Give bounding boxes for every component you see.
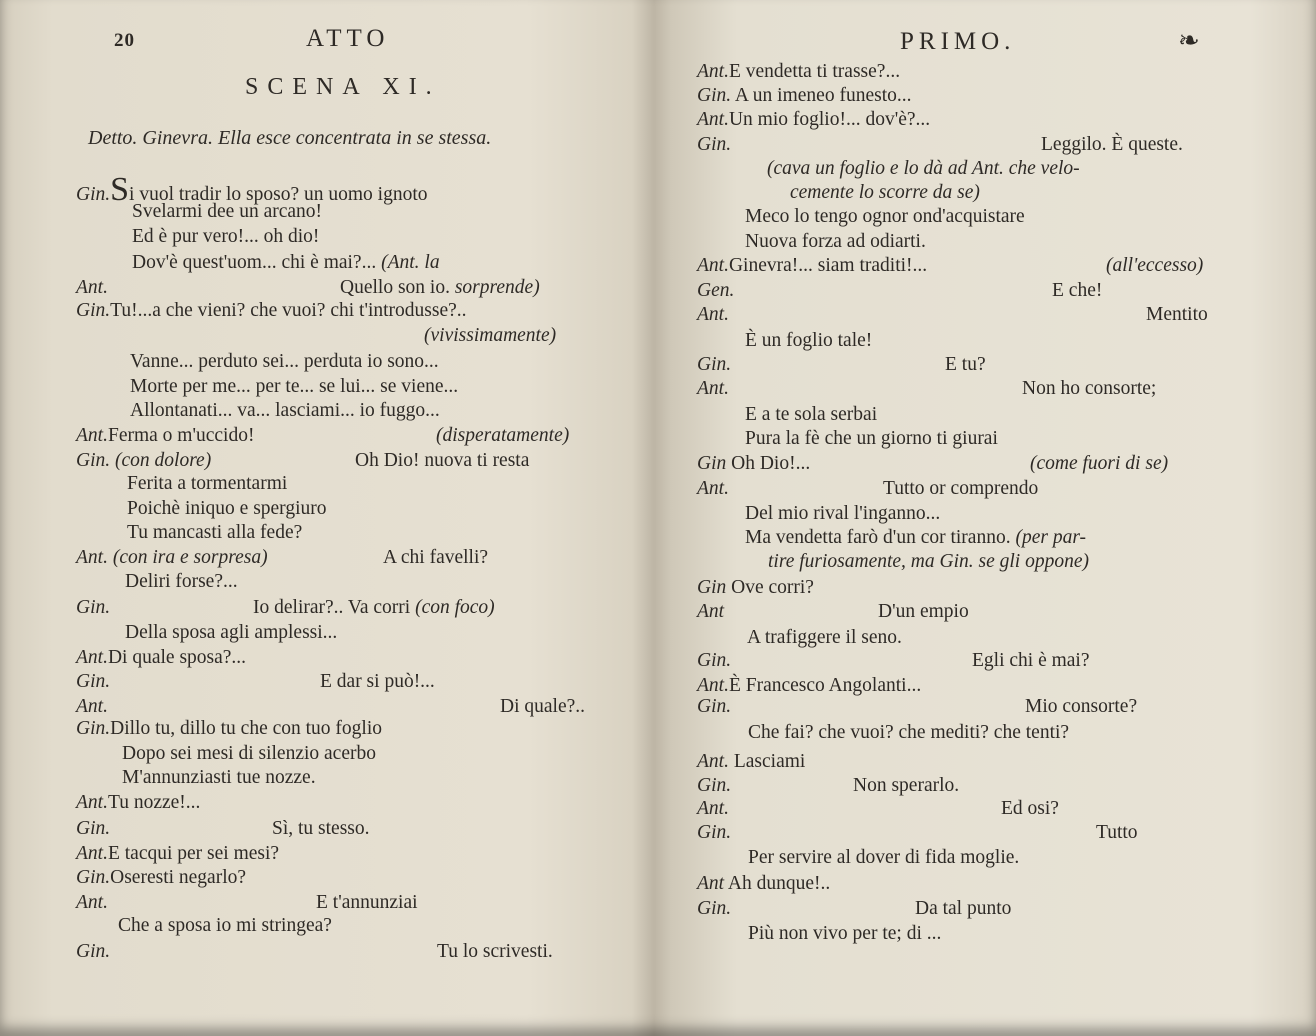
- verse-line-continuation: [340, 276, 540, 300]
- drop-cap: S: [110, 171, 130, 208]
- verse-line: [127, 521, 302, 545]
- fleuron-icon: ❧: [1178, 26, 1200, 55]
- verse-text: Ferma o m'uccido!: [107, 425, 255, 446]
- verse-text: A trafiggere il seno.: [747, 627, 902, 648]
- verse-text: Deliri forse?...: [125, 571, 238, 592]
- verse-text: Meco lo tengo ognor ond'acquistare: [745, 206, 1025, 227]
- verse-line: [745, 230, 926, 254]
- verse-text: Ginevra!... siam traditi!...: [728, 255, 928, 276]
- verse-text: E a te sola serbai: [745, 404, 878, 425]
- verse-line-continuation: [1030, 452, 1168, 476]
- speaker-name: Ant.: [697, 304, 729, 325]
- stage-direction: cemente lo scorre da se): [790, 182, 980, 203]
- verse-text: Io delirar?.. Va corri: [253, 597, 416, 618]
- stage-direction: (con foco): [415, 597, 495, 618]
- verse-line-continuation: [1001, 797, 1059, 821]
- verse-line: [697, 872, 830, 896]
- verse-line-continuation: [1025, 695, 1137, 719]
- verse-text: Dillo tu, dillo tu che con tuo foglio: [110, 718, 383, 739]
- speaker-name: Ant: [697, 873, 725, 894]
- speaker-name: Gin.: [697, 650, 732, 671]
- verse-line: [767, 157, 1080, 181]
- verse-text: D'un empio: [878, 601, 969, 622]
- verse-line: [697, 84, 911, 108]
- verse-text: Da tal punto: [915, 898, 1012, 919]
- verse-line-continuation: [972, 649, 1090, 673]
- speaker-name: Ant.: [76, 696, 108, 717]
- speaker-name: Gin.: [76, 450, 111, 471]
- speaker-name: Ant.: [697, 61, 729, 82]
- verse-line: [76, 276, 108, 300]
- verse-line-continuation: [500, 695, 585, 719]
- running-head-right: PRIMO.: [900, 28, 1016, 55]
- speaker-name: Gin.: [697, 822, 732, 843]
- verse-line: [697, 695, 731, 719]
- verse-line: [125, 570, 238, 594]
- speaker-name: Gin.: [76, 718, 111, 739]
- verse-line-continuation: [1096, 821, 1138, 845]
- verse-line: [697, 108, 930, 132]
- page-number: 20: [114, 30, 135, 51]
- verse-line: [132, 251, 440, 275]
- verse-line: [748, 721, 1069, 745]
- verse-line: [76, 646, 246, 670]
- verse-line: [697, 353, 731, 377]
- speaker-name: Gin.: [76, 671, 111, 692]
- verse-text: Del mio rival l'inganno...: [745, 503, 941, 524]
- verse-text: Morte per me... per te... se lui... se viene...: [130, 376, 459, 397]
- verse-line: [697, 303, 729, 327]
- speaker-name: Ant.: [697, 798, 729, 819]
- verse-line: [127, 472, 287, 496]
- verse-text: Ove corri?: [726, 577, 814, 598]
- speaker-name: Ant.: [76, 792, 108, 813]
- verse-line-continuation: [1022, 377, 1156, 401]
- speaker-name: Gin.: [697, 696, 732, 717]
- verse-text: Tu mancasti alla fede?: [127, 522, 303, 543]
- verse-line: [130, 350, 439, 374]
- verse-line-continuation: [945, 353, 986, 377]
- verse-text: Che fai? che vuoi? che mediti? che tenti?: [748, 722, 1070, 743]
- speaker-name: Gin.: [697, 134, 732, 155]
- verse-text: Ed osi?: [1001, 798, 1059, 819]
- verse-line: [697, 452, 810, 476]
- verse-line: [745, 205, 1025, 229]
- stage-direction: sorprende): [454, 277, 540, 298]
- speaker-name: Gin.: [76, 867, 111, 888]
- verse-line: [122, 766, 316, 790]
- verse-line: [76, 695, 108, 719]
- verse-text: Svelarmi dee un arcano!: [132, 201, 323, 222]
- verse-text: Ma vendetta farò d'un cor tiranno.: [745, 527, 1016, 548]
- speaker-name: Gin: [697, 577, 727, 598]
- stage-direction: (con ira e sorpresa): [112, 547, 268, 568]
- verse-text: Ah dunque!..: [724, 873, 831, 894]
- verse-line: [122, 742, 376, 766]
- verse-text: Tu lo scrivesti.: [437, 941, 553, 962]
- verse-line-continuation: [1146, 303, 1208, 327]
- stage-direction: (all'eccesso): [1106, 255, 1204, 276]
- speaker-name: Gen.: [697, 280, 735, 301]
- verse-text: E dar si può!...: [320, 671, 435, 692]
- verse-line-continuation: [320, 670, 435, 694]
- verse-text: Che a sposa io mi stringea?: [118, 915, 332, 936]
- running-head-left: ATTO: [306, 25, 390, 52]
- verse-line: [76, 424, 254, 448]
- speaker-name: Ant.: [697, 675, 729, 696]
- speaker-name: Ant: [697, 601, 725, 622]
- verse-text: E vendetta ti trasse?...: [728, 61, 901, 82]
- speaker-name: Gin.: [76, 941, 111, 962]
- verse-text: Egli chi è mai?: [972, 650, 1090, 671]
- verse-line: [697, 600, 724, 624]
- verse-text: E tu?: [945, 354, 986, 375]
- verse-line: [76, 546, 268, 570]
- verse-text: Tu!...a che vieni? che vuoi? chi t'introdusse?..: [110, 300, 467, 321]
- stage-direction: (vivissimamente): [424, 325, 557, 346]
- verse-line-continuation: [883, 477, 1038, 501]
- verse-text: Tutto or comprendo: [883, 478, 1039, 499]
- verse-text: È Francesco Angolanti...: [728, 675, 922, 696]
- verse-line: [747, 626, 902, 650]
- speaker-name: Ant.: [697, 478, 729, 499]
- verse-line-continuation: [355, 449, 529, 473]
- speaker-name: Ant.: [76, 843, 108, 864]
- verse-line: [697, 897, 731, 921]
- verse-text: Ferita a tormentarmi: [127, 473, 288, 494]
- verse-line-continuation: [316, 891, 418, 915]
- verse-text: i vuol tradir lo sposo? un uomo ignoto: [129, 184, 428, 205]
- verse-line: [132, 200, 322, 224]
- speaker-name: Ant.: [76, 277, 108, 298]
- verse-line-continuation: [437, 940, 553, 964]
- verse-line-continuation: [272, 817, 370, 841]
- verse-line: [745, 329, 872, 353]
- verse-line-continuation: [383, 546, 488, 570]
- verse-line: [697, 774, 731, 798]
- verse-line: [748, 922, 941, 946]
- verse-line: [745, 427, 998, 451]
- speaker-name: Ant.: [697, 751, 729, 772]
- speaker-name: Gin.: [697, 354, 732, 375]
- speaker-name: Gin.: [697, 85, 732, 106]
- verse-line: [697, 254, 927, 278]
- verse-line: [745, 502, 940, 526]
- verse-line: [697, 477, 729, 501]
- speaker-name: Ant.: [76, 892, 108, 913]
- verse-line: [748, 846, 1019, 870]
- speaker-name: Gin.: [76, 184, 111, 205]
- verse-line: [130, 399, 440, 423]
- speaker-name: Gin: [697, 453, 727, 474]
- verse-line-continuation: [1052, 279, 1102, 303]
- verse-text: Pura la fè che un giorno ti giurai: [745, 428, 998, 449]
- verse-text: Dov'è quest'uom... chi è mai?...: [132, 252, 382, 273]
- speaker-name: Gin.: [697, 775, 732, 796]
- verse-text: Non ho consorte;: [1022, 378, 1157, 399]
- stage-direction: (disperatamente): [436, 425, 570, 446]
- verse-line-continuation: [915, 897, 1011, 921]
- verse-line: [125, 621, 337, 645]
- speaker-name: Gin.: [76, 597, 111, 618]
- verse-line-continuation: [436, 424, 569, 448]
- verse-line: [76, 596, 110, 620]
- verse-line: [76, 299, 467, 323]
- verse-line: [76, 891, 108, 915]
- verse-line: [118, 914, 332, 938]
- verse-line: [76, 940, 110, 964]
- verse-line: [697, 279, 734, 303]
- verse-text: Della sposa agli amplessi...: [125, 622, 338, 643]
- verse-line: [768, 550, 1089, 574]
- verse-text: Tutto: [1096, 822, 1138, 843]
- stage-direction: (come fuori di se): [1030, 453, 1169, 474]
- verse-text: E t'annunziai: [316, 892, 418, 913]
- verse-text: Lasciami: [728, 751, 806, 772]
- dramatis-personae: Detto. Ginevra. Ella esce concentrata in se stessa.: [88, 127, 492, 149]
- verse-line: [697, 649, 731, 673]
- verse-text: Poichè iniquo e spergiuro: [127, 498, 327, 519]
- verse-text: Mio consorte?: [1025, 696, 1138, 717]
- verse-line-continuation: [853, 774, 959, 798]
- verse-line-continuation: [878, 600, 969, 624]
- verse-text: Un mio foglio!... dov'è?...: [728, 109, 931, 130]
- verse-line-continuation: [1106, 254, 1203, 278]
- verse-line-continuation: [1041, 133, 1183, 157]
- stage-direction: tire furiosamente, ma Gin. se gli oppone): [768, 551, 1089, 572]
- verse-line: [790, 181, 980, 205]
- verse-text: Dopo sei mesi di silenzio acerbo: [122, 743, 376, 764]
- verse-line: [76, 717, 382, 741]
- verse-text: Allontanati... va... lasciami... io fuggo...: [130, 400, 440, 421]
- verse-text: Quello son io.: [340, 277, 455, 298]
- verse-line: [76, 791, 200, 815]
- left-page: [0, 0, 650, 1010]
- verse-text: Più non vivo per te; di ...: [748, 923, 942, 944]
- verse-line: [76, 866, 246, 890]
- verse-text: Oh Dio!...: [726, 453, 811, 474]
- speaker-name: Gin.: [76, 818, 111, 839]
- verse-text: A chi favelli?: [383, 547, 489, 568]
- verse-line: [424, 324, 556, 348]
- verse-text: È un foglio tale!: [745, 330, 873, 351]
- verse-text: Mentito: [1146, 304, 1208, 325]
- stage-direction: (per par-: [1015, 527, 1087, 548]
- speaker-name: Ant.: [76, 647, 108, 668]
- verse-text: M'annunziasti tue nozze.: [122, 767, 316, 788]
- verse-line: [745, 403, 877, 427]
- speaker-name: Ant.: [76, 547, 108, 568]
- verse-text: Oh Dio! nuova ti resta: [355, 450, 530, 471]
- verse-line: [697, 377, 729, 401]
- verse-text: E tacqui per sei mesi?: [107, 843, 280, 864]
- verse-line: [697, 821, 731, 845]
- verse-line: [697, 750, 805, 774]
- speaker-name: Ant.: [697, 109, 729, 130]
- verse-line: [76, 842, 279, 866]
- verse-text: Di quale sposa?...: [107, 647, 247, 668]
- scene-title: SCENA XI.: [245, 74, 441, 100]
- verse-text: Leggilo. È queste.: [1041, 134, 1183, 155]
- stage-direction: (con dolore): [115, 450, 212, 471]
- verse-line: [132, 225, 319, 249]
- verse-line: [745, 526, 1086, 550]
- speaker-name: Gin.: [697, 898, 732, 919]
- speaker-name: Ant.: [697, 255, 729, 276]
- stage-direction: (cava un foglio e lo dà ad Ant. che velo-: [767, 158, 1080, 179]
- verse-text: Di quale?..: [500, 696, 586, 717]
- verse-line: [697, 797, 729, 821]
- verse-line: [127, 497, 327, 521]
- verse-text: Per servire al dover di fida moglie.: [748, 847, 1020, 868]
- verse-text: Vanne... perduto sei... perduta io sono...: [130, 351, 439, 372]
- verse-text: Sì, tu stesso.: [272, 818, 370, 839]
- verse-line: [76, 670, 110, 694]
- verse-line: [697, 133, 731, 157]
- verse-text: Nuova forza ad odiarti.: [745, 231, 926, 252]
- verse-line: [697, 576, 814, 600]
- right-page: [660, 0, 1316, 1010]
- speaker-name: Gin.: [76, 300, 111, 321]
- speaker-name: Ant.: [697, 378, 729, 399]
- verse-line: [76, 817, 110, 841]
- stage-direction: (Ant. la: [381, 252, 440, 273]
- verse-text: Non sperarlo.: [853, 775, 960, 796]
- verse-line: [130, 375, 458, 399]
- verse-line: [697, 60, 900, 84]
- verse-text: Tu nozze!...: [107, 792, 201, 813]
- verse-text: A un imeneo funesto...: [731, 85, 912, 106]
- verse-text: Ed è pur vero!... oh dio!: [132, 226, 320, 247]
- verse-line-continuation: [253, 596, 495, 620]
- verse-text: Oseresti negarlo?: [110, 867, 247, 888]
- verse-text: E che!: [1052, 280, 1103, 301]
- speaker-name: Ant.: [76, 425, 108, 446]
- verse-line: [76, 449, 211, 473]
